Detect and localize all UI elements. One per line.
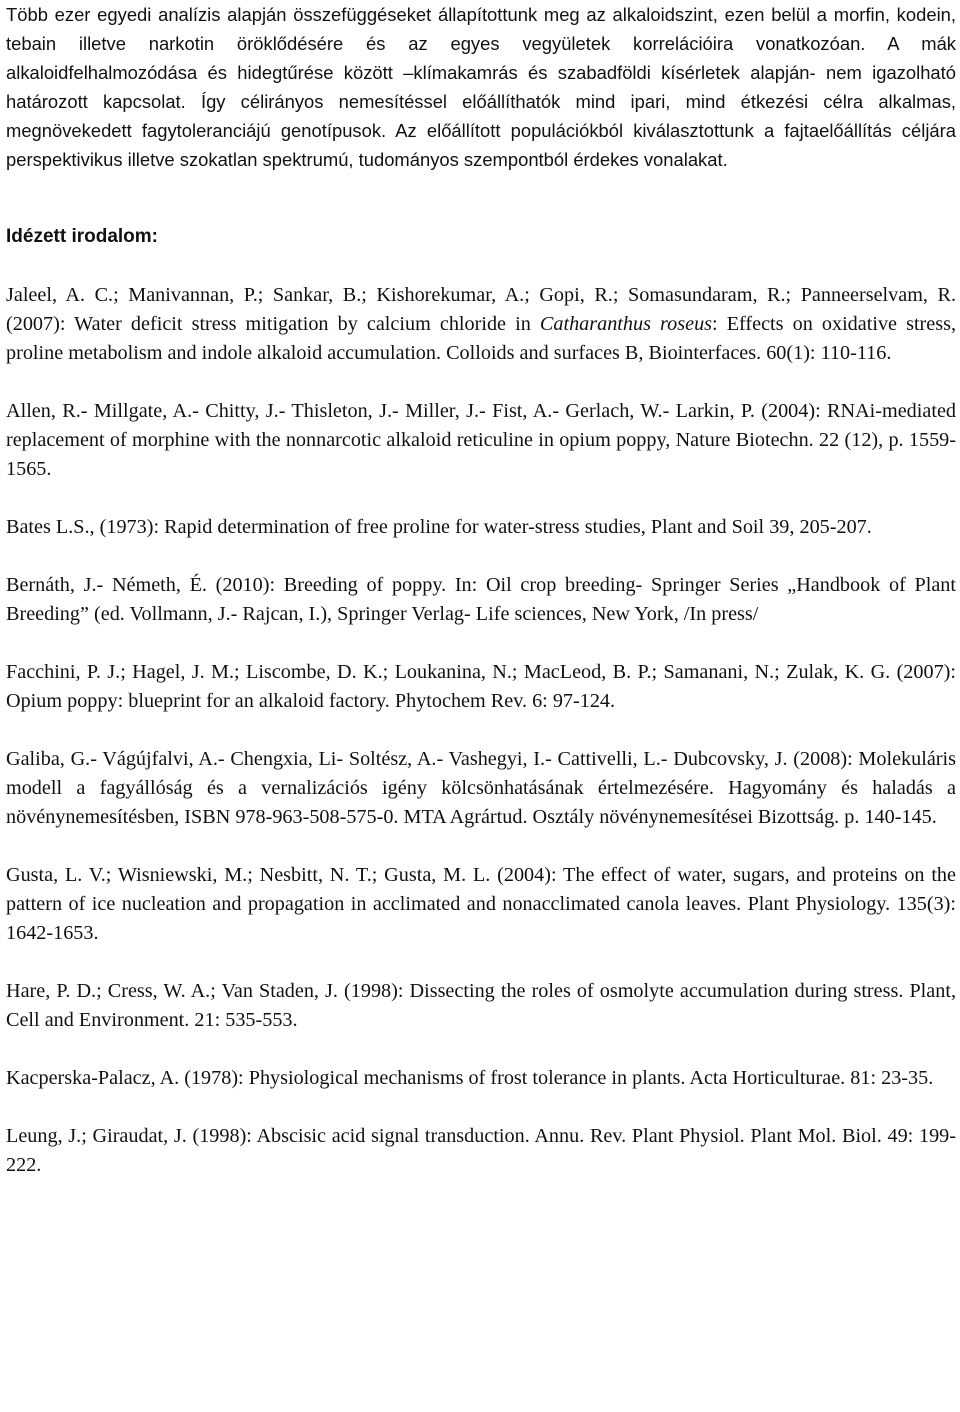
reference-item <box>6 658 956 716</box>
reference-text: Jaleel, A. C.; Manivannan, P.; Sankar, B.; Kishorekumar, A.; Gopi, R.; Somasundaram, R.; Panneerselvam, R. (2007): Water deficit stress mitigation by calcium chloride in <box>6 284 956 335</box>
reference-text: Bates L.S., (1973): Rapid determination of free proline for water-stress studies, Plant and Soil 39, 205-207. <box>6 516 872 538</box>
reference-text: Kacperska-Palacz, A. (1978): Physiological mechanisms of frost tolerance in plants. Acta Horticulturae. 81: 23-35. <box>6 1067 934 1089</box>
reference-item <box>6 1064 956 1093</box>
reference-item <box>6 861 956 948</box>
reference-species-name: Catharanthus roseus <box>539 313 713 335</box>
reference-text: Allen, R.- Millgate, A.- Chitty, J.- Thisleton, J.- Miller, J.- Fist, A.- Gerlach, W.- Larkin, P. (2004): RNAi-mediated replacement of morphine with the nonnarcotic alkaloid reticuline in opium poppy, Nature Biotechn. 22 (12), p. 1559-1565. <box>6 400 956 480</box>
intro-sentence: Több ezer egyedi analízis alapján összefüggéseket állapítottunk meg az alkaloidszint, ezen belül a morfin, kodein, tebain illetve narkotin öröklődésére és az egyes vegyületek korrelációira vonatkozóan. <box>6 4 956 54</box>
references-heading: Idézett irodalom: <box>6 226 159 247</box>
reference-text: Gusta, L. V.; Wisniewski, M.; Nesbitt, N. T.; Gusta, M. L. (2004): The effect of water, sugars, and proteins on the pattern of ice nucleation and propagation in acclimated and nonacclimated canola leaves. Plant Physiology. 135(3): 1642-1653. <box>6 864 956 944</box>
reference-text: Leung, J.; Giraudat, J. (1998): Abscisic acid signal transduction. Annu. Rev. Plant Physiol. Plant Mol. Biol. 49: 199-222. <box>6 1125 956 1176</box>
reference-item <box>6 745 956 832</box>
intro-paragraph <box>6 0 956 174</box>
document-page <box>6 0 956 1209</box>
reference-item <box>6 1122 956 1180</box>
reference-text-tail: : Effects on oxidative stress, proline metabolism and indole alkaloid accumulation. Colloids and surfaces B, Biointerfaces. 60(1): 110-116. <box>6 313 956 364</box>
intro-sentence: Így célirányos nemesítéssel előállíthatók mind ipari, mind étkezési célra alkalmas, megnövekedett fagytoleranciájú genotípusok. <box>6 91 956 141</box>
references-list <box>6 281 956 1180</box>
reference-text: Galiba, G.- Vágújfalvi, A.- Chengxia, Li- Soltész, A.- Vashegyi, I.- Cattivelli, L.- Dubcovsky, J. (2008): Molekuláris modell a fagyállóság és a vernalizációs igény kölcsönhatásának értelmezésére. Hagyomány és haladás a növénynemesítésben, ISBN 978-963-508-575-0. MTA Agrártud. Osztály növénynemesítései Bizottság. p. 140-145. <box>6 748 956 828</box>
intro-sentence: A mák alkaloidfelhalmozódása és hidegtűrése között –klímakamrás és szabadföldi kísérletek alapján- nem igazolható határozott kapcsolat. <box>6 33 956 112</box>
reference-text: Bernáth, J.- Németh, É. (2010): Breeding of poppy. In: Oil crop breeding- Springer Series „Handbook of Plant Breeding” (ed. Vollmann, J.- Rajcan, I.), Springer Verlag- Life sciences, New York, /In press/ <box>6 574 956 625</box>
reference-item <box>6 513 956 542</box>
reference-item <box>6 977 956 1035</box>
reference-item <box>6 397 956 484</box>
reference-text: Facchini, P. J.; Hagel, J. M.; Liscombe, D. K.; Loukanina, N.; MacLeod, B. P.; Samanani, N.; Zulak, K. G. (2007): Opium poppy: blueprint for an alkaloid factory. Phytochem Rev. 6: 97-124. <box>6 661 956 712</box>
intro-sentence: Az előállított populációkból kiválasztottunk a fajtaelőállítás céljára perspektivikus illetve szokatlan spektrumú, tudományos szempontból érdekes vonalakat. <box>6 120 956 170</box>
reference-item <box>6 571 956 629</box>
reference-item <box>6 281 956 368</box>
reference-text: Hare, P. D.; Cress, W. A.; Van Staden, J. (1998): Dissecting the roles of osmolyte accumulation during stress. Plant, Cell and Environment. 21: 535-553. <box>6 980 956 1031</box>
